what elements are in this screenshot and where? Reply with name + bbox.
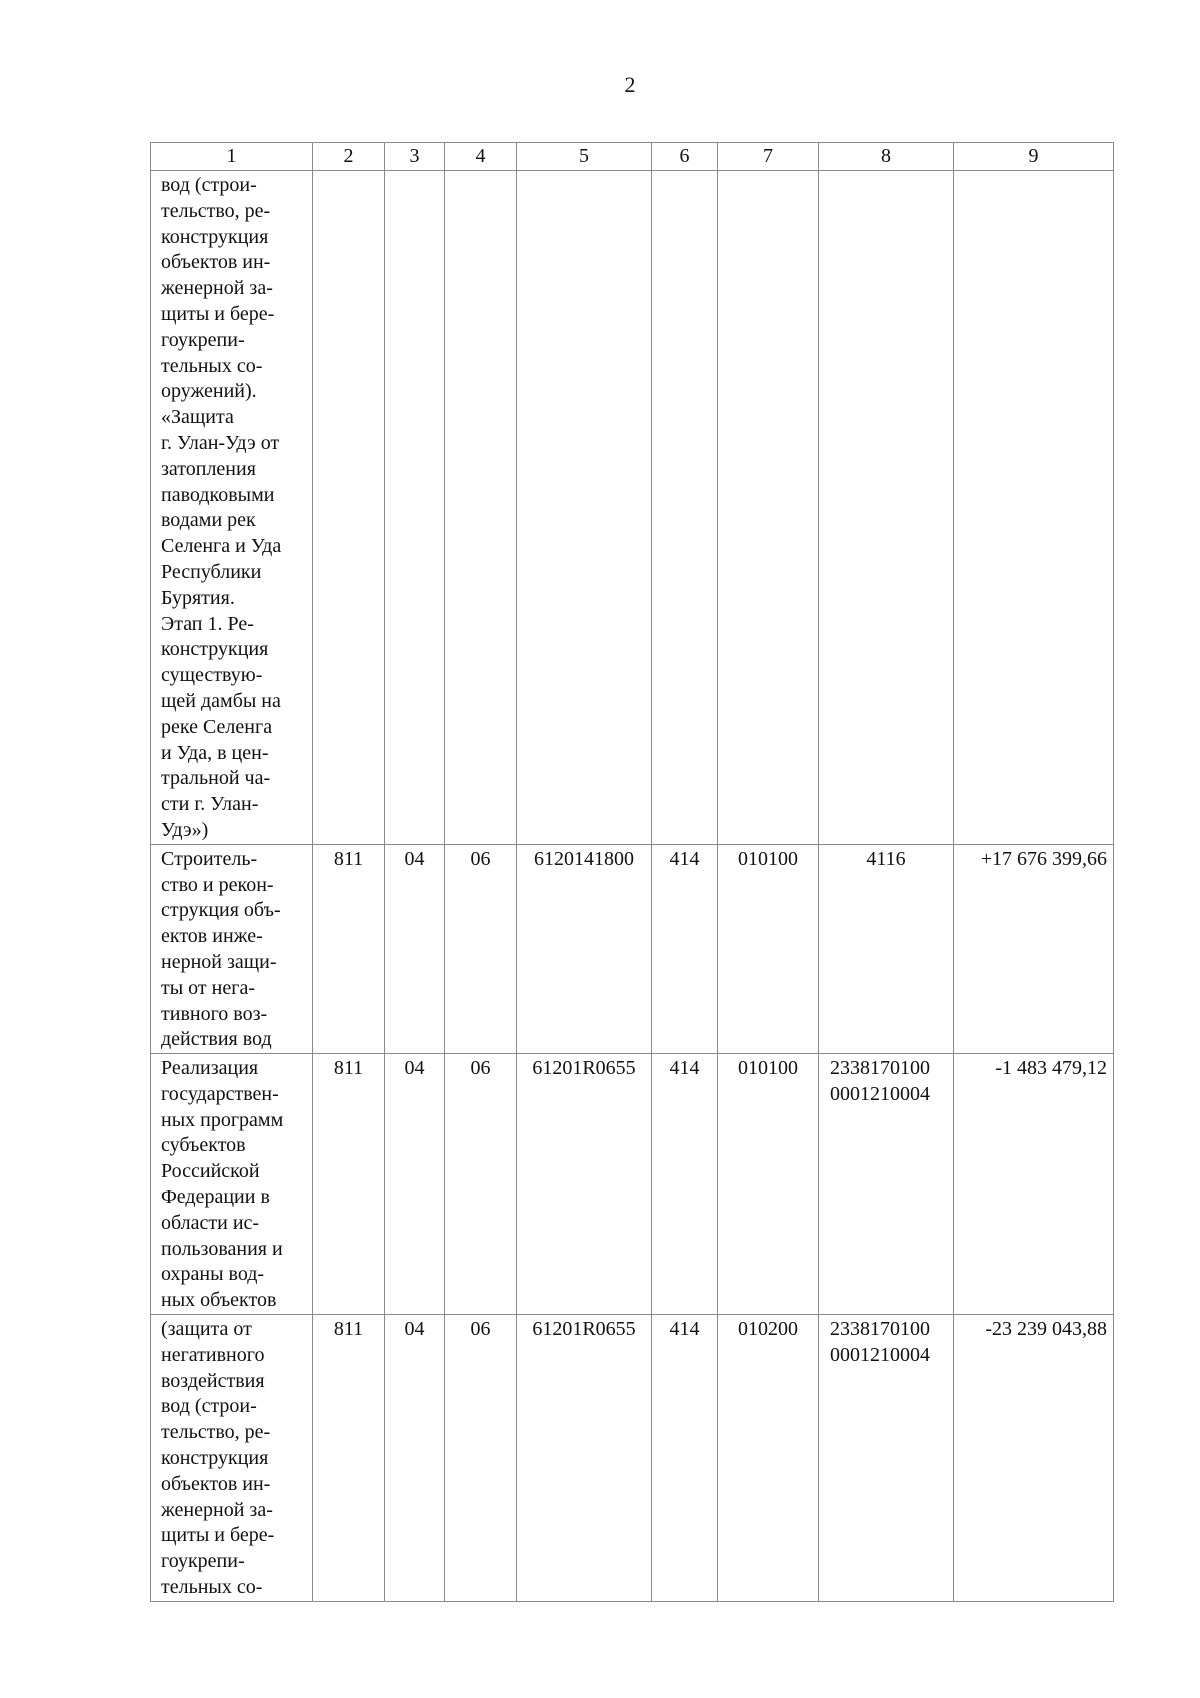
cell-object-code	[819, 1315, 954, 1602]
column-header: 2	[313, 143, 385, 171]
cell-object-code	[819, 171, 954, 845]
description-line: Федерации в	[161, 1186, 270, 1209]
description-line: ектов инже-	[161, 925, 263, 948]
description-line: женерной за-	[161, 277, 273, 300]
description-line: Республики	[161, 560, 262, 583]
cell-expense-type-code: 414	[652, 1315, 718, 1602]
cell-amount: -23 239 043,88	[954, 1315, 1114, 1602]
description-line: нерной защи-	[161, 950, 277, 973]
object-code-line: 0001210004	[830, 1082, 930, 1105]
table-row	[151, 844, 1114, 1053]
row-description	[151, 171, 313, 845]
cell-ministry-code: 811	[313, 1315, 385, 1602]
cell-amount	[954, 171, 1114, 845]
description-line: существую-	[161, 664, 263, 687]
cell-section-code: 04	[385, 1315, 445, 1602]
table-row	[151, 1054, 1114, 1315]
description-line: реке Селенга	[161, 715, 273, 738]
row-description	[151, 1315, 313, 1602]
column-header: 3	[385, 143, 445, 171]
cell-expense-type-code	[652, 171, 718, 845]
description-line: Этап 1. Ре-	[161, 612, 254, 635]
cell-target-article-code: 61201R0655	[517, 1054, 652, 1315]
description-line: Строитель-	[161, 847, 258, 870]
cell-section-code: 04	[385, 1054, 445, 1315]
description-line: (защита от	[161, 1318, 252, 1341]
description-line: и Уда, в цен-	[161, 741, 269, 764]
cell-section-code: 04	[385, 844, 445, 1053]
table-row	[151, 1315, 1114, 1602]
description-line: гоукрепи-	[161, 328, 245, 351]
cell-amount: -1 483 479,12	[954, 1054, 1114, 1315]
description-line: тельных со-	[161, 354, 263, 377]
description-line: ных программ	[161, 1108, 284, 1131]
column-header: 4	[445, 143, 517, 171]
description-line: ты от нега-	[161, 976, 255, 999]
object-code-line: 2338170100	[830, 1057, 930, 1080]
cell-additional-code: 010200	[718, 1315, 819, 1602]
description-line: ных объектов	[161, 1289, 277, 1312]
description-line: «Защита	[161, 406, 234, 429]
page-number: 2	[624, 72, 636, 97]
cell-subsection-code: 06	[445, 844, 517, 1053]
cell-subsection-code	[445, 171, 517, 845]
description-line: конструкция	[161, 225, 269, 248]
description-line: паводковыми	[161, 483, 275, 506]
cell-subsection-code: 06	[445, 1315, 517, 1602]
description-line: действия вод	[161, 1028, 272, 1051]
description-line: Удэ»)	[161, 818, 209, 841]
description-line: тральной ча-	[161, 767, 271, 790]
description-line: щиты и бере-	[161, 1524, 275, 1547]
object-code-line: 2338170100	[830, 1318, 930, 1341]
description-line: сти г. Улан-	[161, 793, 259, 816]
description-line: щиты и бере-	[161, 302, 275, 325]
description-line: ство и рекон-	[161, 873, 274, 896]
description-line: вод (строи-	[161, 174, 257, 196]
cell-target-article-code	[517, 171, 652, 845]
description-line: тивного воз-	[161, 1002, 268, 1025]
cell-ministry-code: 811	[313, 1054, 385, 1315]
description-line: области ис-	[161, 1211, 260, 1234]
description-line: объектов ин-	[161, 251, 271, 274]
description-line: негативного	[161, 1343, 265, 1366]
budget-allocation-table	[150, 142, 1114, 1602]
description-line: Реализация	[161, 1057, 259, 1080]
cell-target-article-code: 6120141800	[517, 844, 652, 1053]
description-line: Селенга и Уда	[161, 535, 282, 558]
description-line: оружений).	[161, 380, 257, 403]
description-line: Бурятия.	[161, 586, 235, 609]
description-line: тельство, ре-	[161, 1421, 271, 1444]
object-code-line: 0001210004	[830, 1343, 930, 1366]
description-line: пользования и	[161, 1237, 283, 1260]
cell-expense-type-code: 414	[652, 1054, 718, 1315]
column-header: 8	[819, 143, 954, 171]
cell-target-article-code: 61201R0655	[517, 1315, 652, 1602]
cell-additional-code: 010100	[718, 844, 819, 1053]
description-line: вод (строи-	[161, 1395, 257, 1418]
cell-amount: +17 676 399,66	[954, 844, 1114, 1053]
description-line: конструкция	[161, 638, 269, 661]
description-line: тельных со-	[161, 1576, 263, 1599]
description-line: субъектов	[161, 1134, 246, 1157]
cell-ministry-code	[313, 171, 385, 845]
cell-object-code	[819, 844, 954, 1053]
column-header: 9	[954, 143, 1114, 171]
description-line: воздействия	[161, 1369, 265, 1392]
column-header: 1	[151, 143, 313, 171]
description-line: гоукрепи-	[161, 1550, 245, 1573]
cell-ministry-code: 811	[313, 844, 385, 1053]
description-line: охраны вод-	[161, 1263, 265, 1286]
description-line: затопления	[161, 457, 256, 480]
cell-additional-code: 010100	[718, 1054, 819, 1315]
description-line: тельство, ре-	[161, 199, 271, 222]
cell-expense-type-code: 414	[652, 844, 718, 1053]
column-header: 5	[517, 143, 652, 171]
column-header: 6	[652, 143, 718, 171]
description-line: объектов ин-	[161, 1472, 271, 1495]
cell-additional-code	[718, 171, 819, 845]
description-line: Российской	[161, 1160, 260, 1183]
cell-section-code	[385, 171, 445, 845]
column-header: 7	[718, 143, 819, 171]
description-line: государствен-	[161, 1082, 279, 1105]
description-line: конструкция	[161, 1447, 269, 1470]
object-code-line: 4116	[866, 847, 906, 870]
description-line: г. Улан-Удэ от	[161, 431, 280, 454]
description-line: струкция объ-	[161, 899, 281, 922]
row-description	[151, 1054, 313, 1315]
description-line: водами рек	[161, 509, 256, 532]
row-description	[151, 844, 313, 1053]
cell-object-code	[819, 1054, 954, 1315]
cell-subsection-code: 06	[445, 1054, 517, 1315]
description-line: щей дамбы на	[161, 689, 281, 712]
table-row	[151, 171, 1114, 845]
description-line: женерной за-	[161, 1498, 273, 1521]
table-header-row	[151, 143, 1114, 171]
